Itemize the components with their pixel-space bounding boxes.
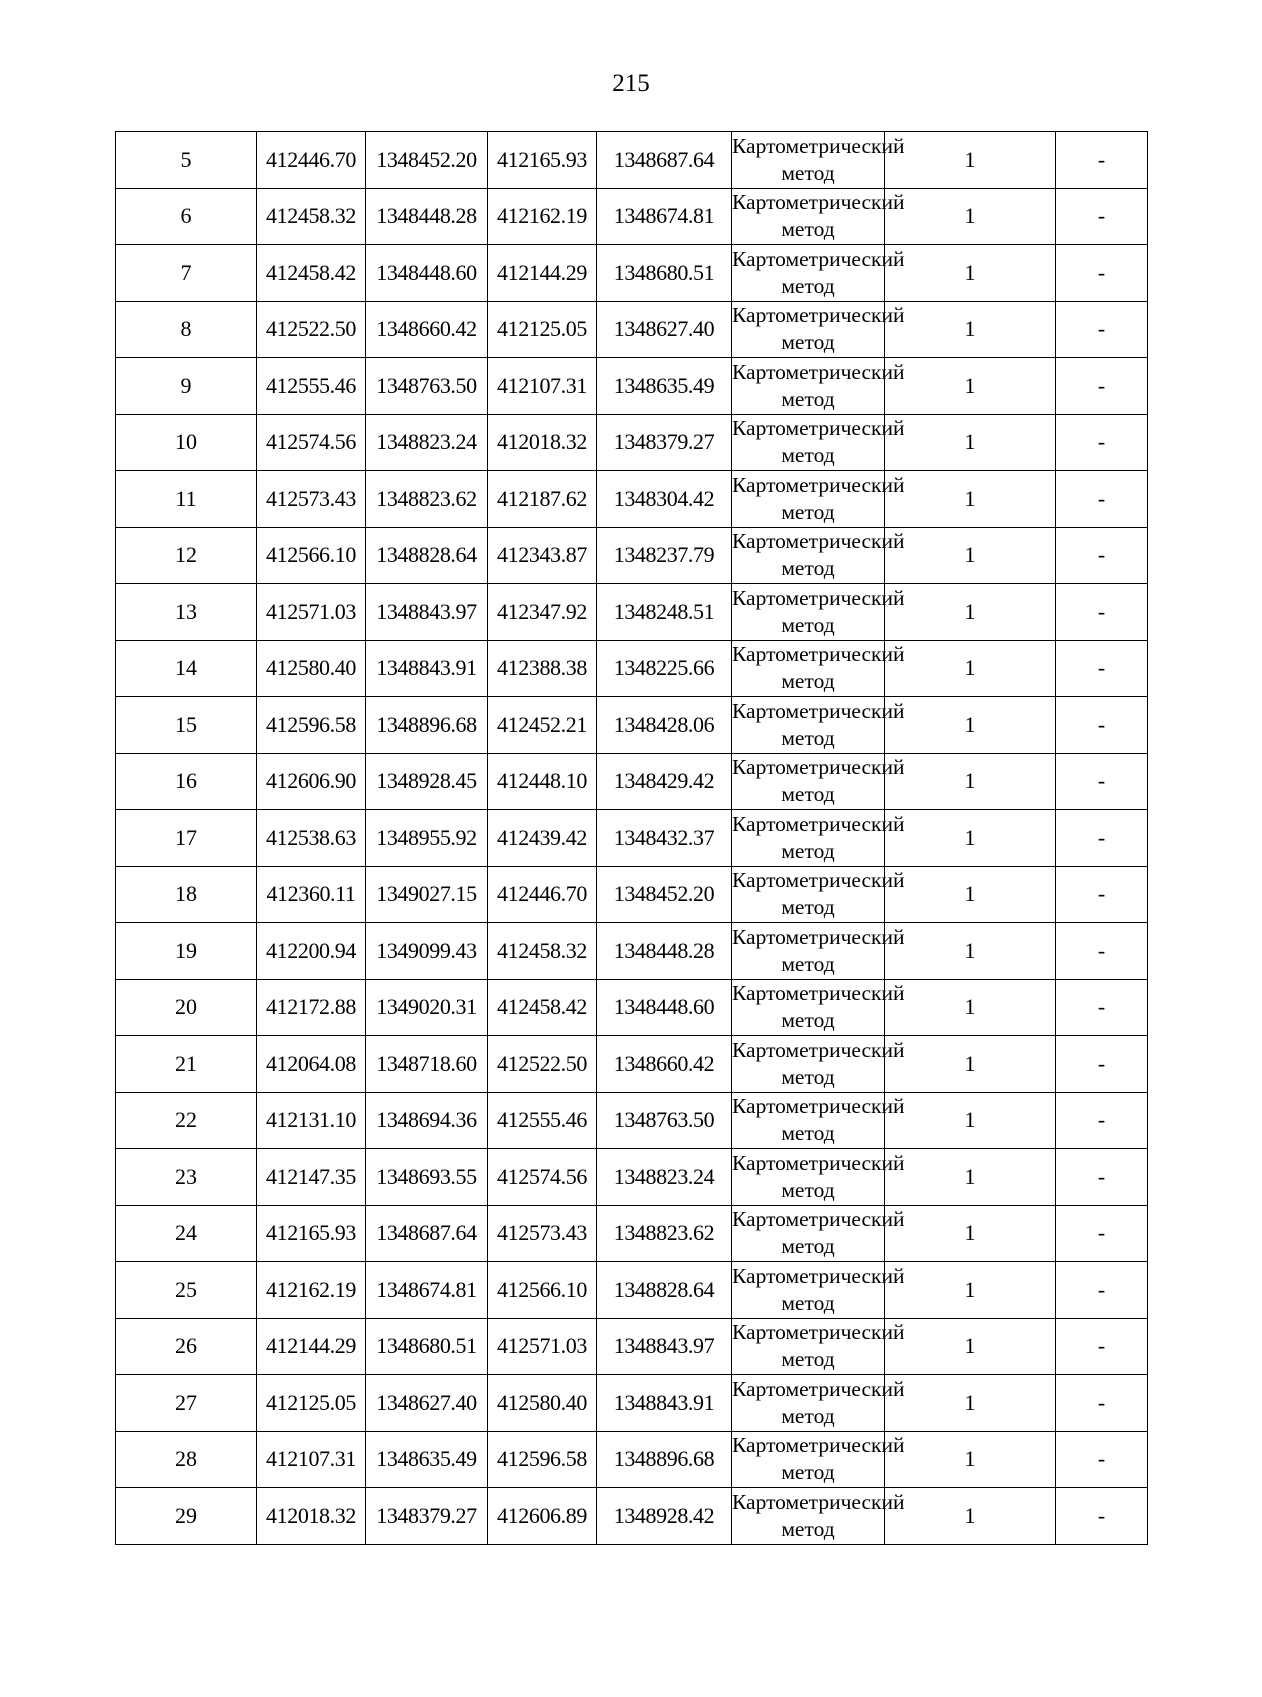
x2-cell: 412458.42: [488, 979, 597, 1036]
y2-cell: 1348823.62: [597, 1205, 732, 1262]
note-cell: -: [1056, 132, 1148, 189]
y2-cell: 1348896.68: [597, 1431, 732, 1488]
y2-cell: 1348627.40: [597, 301, 732, 358]
point-number-cell: 15: [116, 697, 257, 754]
accuracy-cell: 1: [885, 979, 1056, 1036]
accuracy-cell: 1: [885, 1318, 1056, 1375]
y1-cell: 1349099.43: [366, 923, 488, 980]
x1-cell: 412574.56: [257, 414, 366, 471]
point-number-cell: 23: [116, 1149, 257, 1206]
y2-cell: 1348928.42: [597, 1488, 732, 1545]
y2-cell: 1348635.49: [597, 358, 732, 415]
y1-cell: 1348674.81: [366, 1262, 488, 1319]
point-number-cell: 21: [116, 1036, 257, 1093]
y2-cell: 1348687.64: [597, 132, 732, 189]
table-row: [116, 1262, 1148, 1319]
method-cell: Картометрический метод: [732, 188, 885, 245]
y1-cell: 1348928.45: [366, 753, 488, 810]
note-cell: -: [1056, 866, 1148, 923]
x1-cell: 412571.03: [257, 584, 366, 641]
accuracy-cell: 1: [885, 132, 1056, 189]
note-cell: -: [1056, 1431, 1148, 1488]
y1-cell: 1348823.62: [366, 471, 488, 528]
y2-cell: 1348828.64: [597, 1262, 732, 1319]
x1-cell: 412555.46: [257, 358, 366, 415]
note-cell: -: [1056, 301, 1148, 358]
method-cell: Картометрический метод: [732, 810, 885, 867]
method-cell: Картометрический метод: [732, 414, 885, 471]
x2-cell: 412187.62: [488, 471, 597, 528]
table-row: [116, 414, 1148, 471]
method-cell: Картометрический метод: [732, 1149, 885, 1206]
method-cell: Картометрический метод: [732, 1488, 885, 1545]
point-number-cell: 24: [116, 1205, 257, 1262]
table-row: [116, 1431, 1148, 1488]
x2-cell: 412388.38: [488, 640, 597, 697]
accuracy-cell: 1: [885, 414, 1056, 471]
accuracy-cell: 1: [885, 753, 1056, 810]
table-row: [116, 527, 1148, 584]
point-number-cell: 27: [116, 1375, 257, 1432]
method-cell: Картометрический метод: [732, 584, 885, 641]
x2-cell: 412580.40: [488, 1375, 597, 1432]
table-row: [116, 697, 1148, 754]
note-cell: -: [1056, 245, 1148, 302]
point-number-cell: 13: [116, 584, 257, 641]
accuracy-cell: 1: [885, 1092, 1056, 1149]
x2-cell: 412596.58: [488, 1431, 597, 1488]
y2-cell: 1348379.27: [597, 414, 732, 471]
x1-cell: 412162.19: [257, 1262, 366, 1319]
y1-cell: 1348955.92: [366, 810, 488, 867]
y1-cell: 1348763.50: [366, 358, 488, 415]
x2-cell: 412571.03: [488, 1318, 597, 1375]
method-cell: Картометрический метод: [732, 358, 885, 415]
accuracy-cell: 1: [885, 1205, 1056, 1262]
x1-cell: 412522.50: [257, 301, 366, 358]
x2-cell: 412165.93: [488, 132, 597, 189]
table-row: [116, 471, 1148, 528]
accuracy-cell: 1: [885, 1488, 1056, 1545]
point-number-cell: 6: [116, 188, 257, 245]
point-number-cell: 28: [116, 1431, 257, 1488]
note-cell: -: [1056, 527, 1148, 584]
table-row: [116, 188, 1148, 245]
x1-cell: 412165.93: [257, 1205, 366, 1262]
y1-cell: 1348823.24: [366, 414, 488, 471]
accuracy-cell: 1: [885, 697, 1056, 754]
point-number-cell: 18: [116, 866, 257, 923]
y1-cell: 1348680.51: [366, 1318, 488, 1375]
accuracy-cell: 1: [885, 640, 1056, 697]
x2-cell: 412162.19: [488, 188, 597, 245]
x2-cell: 412606.89: [488, 1488, 597, 1545]
note-cell: -: [1056, 471, 1148, 528]
y2-cell: 1348660.42: [597, 1036, 732, 1093]
method-cell: Картометрический метод: [732, 1431, 885, 1488]
x1-cell: 412580.40: [257, 640, 366, 697]
y1-cell: 1348694.36: [366, 1092, 488, 1149]
x2-cell: 412439.42: [488, 810, 597, 867]
note-cell: -: [1056, 640, 1148, 697]
table-row: [116, 584, 1148, 641]
y2-cell: 1348432.37: [597, 810, 732, 867]
x1-cell: 412064.08: [257, 1036, 366, 1093]
table-row: [116, 979, 1148, 1036]
point-number-cell: 29: [116, 1488, 257, 1545]
method-cell: Картометрический метод: [732, 1318, 885, 1375]
point-number-cell: 25: [116, 1262, 257, 1319]
table-row: [116, 301, 1148, 358]
x1-cell: 412107.31: [257, 1431, 366, 1488]
x2-cell: 412573.43: [488, 1205, 597, 1262]
accuracy-cell: 1: [885, 1375, 1056, 1432]
point-number-cell: 16: [116, 753, 257, 810]
point-number-cell: 14: [116, 640, 257, 697]
x1-cell: 412573.43: [257, 471, 366, 528]
y2-cell: 1348843.91: [597, 1375, 732, 1432]
x2-cell: 412574.56: [488, 1149, 597, 1206]
x1-cell: 412538.63: [257, 810, 366, 867]
note-cell: -: [1056, 1036, 1148, 1093]
note-cell: -: [1056, 697, 1148, 754]
note-cell: -: [1056, 979, 1148, 1036]
point-number-cell: 12: [116, 527, 257, 584]
accuracy-cell: 1: [885, 810, 1056, 867]
y1-cell: 1348452.20: [366, 132, 488, 189]
method-cell: Картометрический метод: [732, 1036, 885, 1093]
y1-cell: 1348379.27: [366, 1488, 488, 1545]
note-cell: -: [1056, 188, 1148, 245]
method-cell: Картометрический метод: [732, 866, 885, 923]
y1-cell: 1349027.15: [366, 866, 488, 923]
note-cell: -: [1056, 1149, 1148, 1206]
table-row: [116, 358, 1148, 415]
accuracy-cell: 1: [885, 358, 1056, 415]
method-cell: Картометрический метод: [732, 1262, 885, 1319]
y2-cell: 1348237.79: [597, 527, 732, 584]
accuracy-cell: 1: [885, 584, 1056, 641]
coordinates-table: [115, 131, 1148, 1545]
x1-cell: 412606.90: [257, 753, 366, 810]
x2-cell: 412566.10: [488, 1262, 597, 1319]
y2-cell: 1348448.28: [597, 923, 732, 980]
y1-cell: 1348660.42: [366, 301, 488, 358]
note-cell: -: [1056, 810, 1148, 867]
accuracy-cell: 1: [885, 188, 1056, 245]
table-row: [116, 923, 1148, 980]
method-cell: Картометрический метод: [732, 1375, 885, 1432]
table-row: [116, 1488, 1148, 1545]
table-row: [116, 753, 1148, 810]
x1-cell: 412147.35: [257, 1149, 366, 1206]
note-cell: -: [1056, 358, 1148, 415]
method-cell: Картометрический метод: [732, 753, 885, 810]
x1-cell: 412446.70: [257, 132, 366, 189]
y2-cell: 1348248.51: [597, 584, 732, 641]
table-row: [116, 1205, 1148, 1262]
x1-cell: 412596.58: [257, 697, 366, 754]
y1-cell: 1348448.60: [366, 245, 488, 302]
y1-cell: 1348448.28: [366, 188, 488, 245]
x1-cell: 412458.42: [257, 245, 366, 302]
y1-cell: 1348843.97: [366, 584, 488, 641]
point-number-cell: 8: [116, 301, 257, 358]
method-cell: Картометрический метод: [732, 640, 885, 697]
note-cell: -: [1056, 1205, 1148, 1262]
table-row: [116, 132, 1148, 189]
y2-cell: 1348823.24: [597, 1149, 732, 1206]
point-number-cell: 10: [116, 414, 257, 471]
y2-cell: 1348304.42: [597, 471, 732, 528]
accuracy-cell: 1: [885, 1262, 1056, 1319]
method-cell: Картометрический метод: [732, 527, 885, 584]
table-row: [116, 866, 1148, 923]
x1-cell: 412125.05: [257, 1375, 366, 1432]
x1-cell: 412131.10: [257, 1092, 366, 1149]
y1-cell: 1348627.40: [366, 1375, 488, 1432]
point-number-cell: 5: [116, 132, 257, 189]
y1-cell: 1348896.68: [366, 697, 488, 754]
accuracy-cell: 1: [885, 1036, 1056, 1093]
accuracy-cell: 1: [885, 923, 1056, 980]
method-cell: Картометрический метод: [732, 245, 885, 302]
y2-cell: 1348448.60: [597, 979, 732, 1036]
table-row: [116, 1036, 1148, 1093]
accuracy-cell: 1: [885, 866, 1056, 923]
accuracy-cell: 1: [885, 245, 1056, 302]
point-number-cell: 26: [116, 1318, 257, 1375]
y2-cell: 1348428.06: [597, 697, 732, 754]
x1-cell: 412200.94: [257, 923, 366, 980]
note-cell: -: [1056, 1318, 1148, 1375]
y2-cell: 1348429.42: [597, 753, 732, 810]
method-cell: Картометрический метод: [732, 1092, 885, 1149]
x2-cell: 412343.87: [488, 527, 597, 584]
x2-cell: 412448.10: [488, 753, 597, 810]
accuracy-cell: 1: [885, 1149, 1056, 1206]
x2-cell: 412452.21: [488, 697, 597, 754]
x2-cell: 412144.29: [488, 245, 597, 302]
point-number-cell: 19: [116, 923, 257, 980]
note-cell: -: [1056, 1092, 1148, 1149]
y2-cell: 1348674.81: [597, 188, 732, 245]
y2-cell: 1348452.20: [597, 866, 732, 923]
table-row: [116, 1092, 1148, 1149]
y1-cell: 1348693.55: [366, 1149, 488, 1206]
x2-cell: 412555.46: [488, 1092, 597, 1149]
table-row: [116, 1375, 1148, 1432]
note-cell: -: [1056, 1488, 1148, 1545]
method-cell: Картометрический метод: [732, 979, 885, 1036]
accuracy-cell: 1: [885, 527, 1056, 584]
x2-cell: 412125.05: [488, 301, 597, 358]
y1-cell: 1348718.60: [366, 1036, 488, 1093]
y1-cell: 1348635.49: [366, 1431, 488, 1488]
note-cell: -: [1056, 1262, 1148, 1319]
accuracy-cell: 1: [885, 471, 1056, 528]
x2-cell: 412347.92: [488, 584, 597, 641]
method-cell: Картометрический метод: [732, 1205, 885, 1262]
x2-cell: 412107.31: [488, 358, 597, 415]
y2-cell: 1348680.51: [597, 245, 732, 302]
method-cell: Картометрический метод: [732, 132, 885, 189]
accuracy-cell: 1: [885, 1431, 1056, 1488]
table-body: [116, 132, 1148, 1545]
y1-cell: 1349020.31: [366, 979, 488, 1036]
table-row: [116, 1318, 1148, 1375]
point-number-cell: 22: [116, 1092, 257, 1149]
accuracy-cell: 1: [885, 301, 1056, 358]
point-number-cell: 17: [116, 810, 257, 867]
x1-cell: 412360.11: [257, 866, 366, 923]
y1-cell: 1348843.91: [366, 640, 488, 697]
y1-cell: 1348687.64: [366, 1205, 488, 1262]
method-cell: Картометрический метод: [732, 923, 885, 980]
point-number-cell: 11: [116, 471, 257, 528]
x1-cell: 412458.32: [257, 188, 366, 245]
point-number-cell: 9: [116, 358, 257, 415]
x2-cell: 412446.70: [488, 866, 597, 923]
y2-cell: 1348843.97: [597, 1318, 732, 1375]
note-cell: -: [1056, 923, 1148, 980]
table-row: [116, 245, 1148, 302]
x1-cell: 412144.29: [257, 1318, 366, 1375]
method-cell: Картометрический метод: [732, 697, 885, 754]
x2-cell: 412522.50: [488, 1036, 597, 1093]
note-cell: -: [1056, 1375, 1148, 1432]
y1-cell: 1348828.64: [366, 527, 488, 584]
x2-cell: 412018.32: [488, 414, 597, 471]
point-number-cell: 20: [116, 979, 257, 1036]
x1-cell: 412172.88: [257, 979, 366, 1036]
x1-cell: 412566.10: [257, 527, 366, 584]
note-cell: -: [1056, 584, 1148, 641]
method-cell: Картометрический метод: [732, 301, 885, 358]
x2-cell: 412458.32: [488, 923, 597, 980]
y2-cell: 1348763.50: [597, 1092, 732, 1149]
note-cell: -: [1056, 414, 1148, 471]
table-row: [116, 810, 1148, 867]
note-cell: -: [1056, 753, 1148, 810]
method-cell: Картометрический метод: [732, 471, 885, 528]
point-number-cell: 7: [116, 245, 257, 302]
table-row: [116, 1149, 1148, 1206]
page-number: 215: [612, 70, 650, 97]
y2-cell: 1348225.66: [597, 640, 732, 697]
table-row: [116, 640, 1148, 697]
x1-cell: 412018.32: [257, 1488, 366, 1545]
